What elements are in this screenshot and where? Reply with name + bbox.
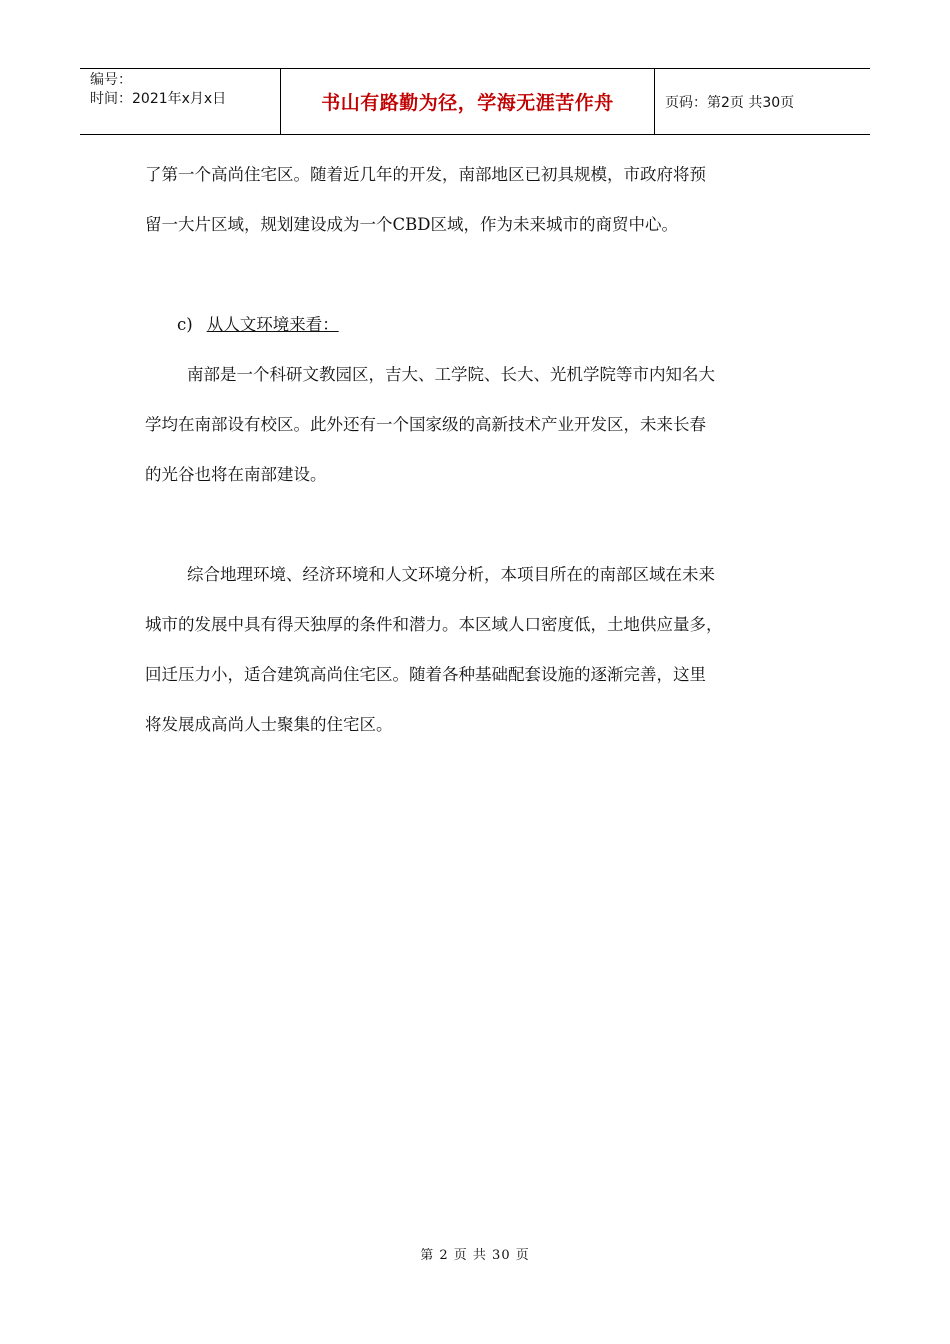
header-meta — [80, 69, 281, 134]
section-heading-c — [145, 300, 810, 350]
paragraph-line: 的光谷也将在南部建设。 — [145, 465, 327, 484]
paragraph-line: 了第一个高尚住宅区。随着近几年的开发，南部地区已初具规模，市政府将预 — [145, 165, 706, 184]
paragraph-line: 综合地理环境、经济环境和人文环境分析，本项目所在的南部区域在未来 — [187, 565, 715, 584]
header-motto-cell — [281, 69, 655, 134]
spacer — [145, 250, 810, 300]
paragraph-line: 城市的发展中具有得天独厚的条件和潜力。本区域人口密度低，土地供应量多， — [145, 615, 723, 634]
doc-time-label: 时间：2021年x月x日 — [90, 91, 227, 107]
page-header — [80, 68, 870, 135]
page-footer: 第 2 页 共 30 页 — [420, 1248, 530, 1263]
paragraph-line: 将发展成高尚人士聚集的住宅区。 — [145, 715, 393, 734]
doc-number-label: 编号： — [90, 72, 132, 88]
paragraph-line: 学均在南部设有校区。此外还有一个国家级的高新技术产业开发区，未来长春 — [145, 415, 706, 434]
document-body — [145, 150, 810, 750]
paragraph-line: 南部是一个科研文教园区，吉大、工学院、长大、光机学院等市内知名大 — [187, 365, 715, 384]
header-motto: 书山有路勤为径，学海无涯苦作舟 — [321, 92, 614, 114]
spacer — [145, 500, 810, 550]
header-page-info: 页码：第2页 共30页 — [665, 94, 795, 111]
paragraph-line: 回迁压力小，适合建筑高尚住宅区。随着各种基础配套设施的逐渐完善，这里 — [145, 665, 706, 684]
section-marker: c) — [177, 315, 193, 334]
section-title: 从人文环境来看： — [206, 315, 339, 334]
paragraph-line: 留一大片区域，规划建设成为一个CBD区域，作为未来城市的商贸中心。 — [145, 215, 678, 234]
